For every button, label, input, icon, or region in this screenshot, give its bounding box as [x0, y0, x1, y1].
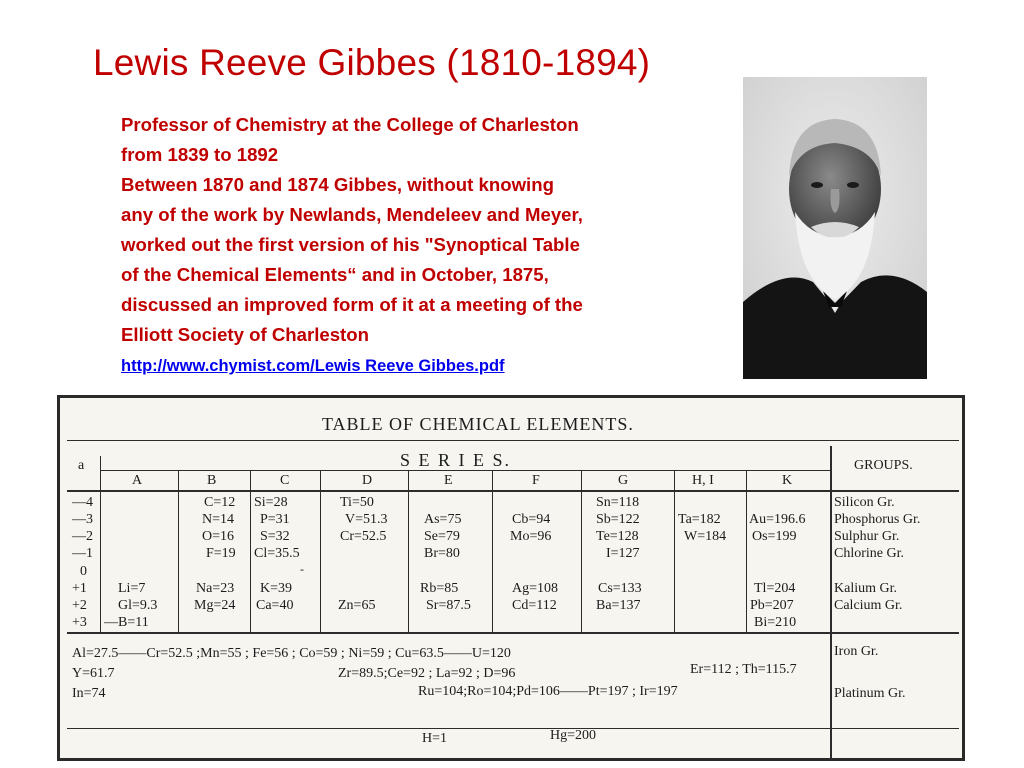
- element-cell: Br=80: [424, 546, 460, 561]
- description: [121, 110, 721, 381]
- element-cell: Tl=204: [754, 581, 796, 596]
- group-label: Iron Gr.: [834, 644, 879, 659]
- description-line: of the Chemical Elements“ and in October, 1875,: [121, 264, 549, 285]
- group-label: Platinum Gr.: [834, 686, 906, 701]
- element-cell: Au=196.6: [749, 512, 806, 527]
- hydrogen-cell: H=1: [422, 731, 448, 746]
- element-cell: Cl=35.5: [254, 546, 300, 561]
- a-value: +2: [72, 598, 87, 613]
- element-cell: Li=7: [118, 581, 146, 596]
- source-link[interactable]: http://www.chymist.com/Lewis Reeve Gibbes.pdf: [121, 357, 505, 375]
- divider: [67, 728, 959, 729]
- divider: [67, 632, 959, 634]
- divider: [746, 470, 747, 632]
- element-cell: N=14: [202, 512, 235, 527]
- divider: [320, 470, 321, 632]
- element-cell: Sr=87.5: [426, 598, 471, 613]
- portrait-photo: [743, 77, 927, 379]
- group-label: Calcium Gr.: [834, 598, 903, 613]
- element-cell: Cb=94: [512, 512, 551, 527]
- element-cell: C=12: [204, 495, 236, 510]
- group-label: Phosphorus Gr.: [834, 512, 921, 527]
- element-cell: Na=23: [196, 581, 235, 596]
- element-cell: Gl=9.3: [118, 598, 158, 613]
- column-header: H, I: [692, 473, 714, 488]
- description-line: Between 1870 and 1874 Gibbes, without knowing: [121, 174, 554, 195]
- column-header: B: [207, 473, 217, 488]
- group-label: Sulphur Gr.: [834, 529, 900, 544]
- divider: [100, 456, 101, 632]
- element-cell: W=184: [684, 529, 727, 544]
- group-label: Silicon Gr.: [834, 495, 895, 510]
- element-cell: Ta=182: [678, 512, 721, 527]
- element-cell: Ag=108: [512, 581, 559, 596]
- element-cell: V=51.3: [345, 512, 388, 527]
- element-cell: K=39: [260, 581, 293, 596]
- element-cell: Ca=40: [256, 598, 294, 613]
- bottom-row: In=74: [72, 686, 106, 701]
- a-value: 0: [80, 564, 87, 579]
- divider: [67, 440, 959, 441]
- column-header: G: [618, 473, 629, 488]
- element-cell: Zn=65: [338, 598, 376, 613]
- element-cell: Cr=52.5: [340, 529, 387, 544]
- a-value: —1: [72, 546, 93, 561]
- bottom-row: Er=112 ; Th=115.7: [690, 662, 797, 677]
- bottom-row: Ru=104;Ro=104;Pd=106——Pt=197 ; Ir=197: [418, 684, 678, 699]
- element-cell: P=31: [260, 512, 290, 527]
- a-label: a: [78, 458, 85, 473]
- element-cell: Te=128: [596, 529, 639, 544]
- description-line: discussed an improved form of it at a meeting of the: [121, 294, 583, 315]
- element-cell: Mg=24: [194, 598, 236, 613]
- element-cell: —B=11: [104, 615, 149, 630]
- divider: [67, 490, 959, 492]
- divider: [492, 470, 493, 632]
- a-value: +1: [72, 581, 87, 596]
- bottom-row: Al=27.5——Cr=52.5 ;Mn=55 ; Fe=56 ; Co=59 ; Ni=59 ; Cu=63.5——U=120: [72, 646, 511, 661]
- element-cell: I=127: [606, 546, 640, 561]
- bottom-row: Zr=89.5;Ce=92 ; La=92 ; D=96: [338, 666, 516, 681]
- description-line: Professor of Chemistry at the College of Charleston: [121, 114, 579, 135]
- element-cell: F=19: [206, 546, 236, 561]
- group-label: Kalium Gr.: [834, 581, 897, 596]
- table-heading: TABLE OF CHEMICAL ELEMENTS.: [322, 414, 634, 434]
- description-line: Elliott Society of Charleston: [121, 324, 369, 345]
- divider: [581, 470, 582, 632]
- element-cell: -: [300, 562, 304, 576]
- element-cell: Mo=96: [510, 529, 552, 544]
- divider: [674, 470, 675, 632]
- element-cell: Ba=137: [596, 598, 641, 613]
- divider: [250, 470, 251, 632]
- column-header: K: [782, 473, 793, 488]
- divider: [830, 446, 832, 758]
- element-cell: Bi=210: [754, 615, 797, 630]
- element-cell: Cs=133: [598, 581, 642, 596]
- page-title: Lewis Reeve Gibbes (1810-1894): [93, 42, 651, 83]
- a-value: +3: [72, 615, 87, 630]
- divider: [408, 470, 409, 632]
- element-cell: Cd=112: [512, 598, 557, 613]
- element-cell: Ti=50: [340, 495, 374, 510]
- element-cell: Rb=85: [420, 581, 459, 596]
- element-cell: Os=199: [752, 529, 797, 544]
- description-line: worked out the first version of his "Synoptical Table: [121, 234, 580, 255]
- groups-header: GROUPS.: [854, 458, 913, 473]
- a-value: —2: [72, 529, 93, 544]
- series-label: S E R I E S.: [400, 450, 512, 470]
- a-value: —4: [72, 495, 93, 510]
- column-header: C: [280, 473, 290, 488]
- column-header: D: [362, 473, 373, 488]
- mercury-cell: Hg=200: [550, 728, 597, 743]
- element-cell: Sn=118: [596, 495, 640, 510]
- column-header: A: [132, 473, 143, 488]
- description-line: from 1839 to 1892: [121, 144, 279, 165]
- a-value: —3: [72, 512, 93, 527]
- element-cell: Si=28: [254, 495, 288, 510]
- element-cell: O=16: [202, 529, 235, 544]
- divider: [178, 470, 179, 632]
- element-cell: S=32: [260, 529, 290, 544]
- column-header: E: [444, 473, 453, 488]
- element-cell: As=75: [424, 512, 462, 527]
- bottom-row: Y=61.7: [72, 666, 115, 681]
- column-header: F: [532, 473, 540, 488]
- group-label: Chlorine Gr.: [834, 546, 904, 561]
- table-of-chemical-elements: [57, 395, 965, 761]
- description-line: any of the work by Newlands, Mendeleev and Meyer,: [121, 204, 583, 225]
- element-cell: Sb=122: [596, 512, 640, 527]
- element-cell: Pb=207: [750, 598, 794, 613]
- element-cell: Se=79: [424, 529, 460, 544]
